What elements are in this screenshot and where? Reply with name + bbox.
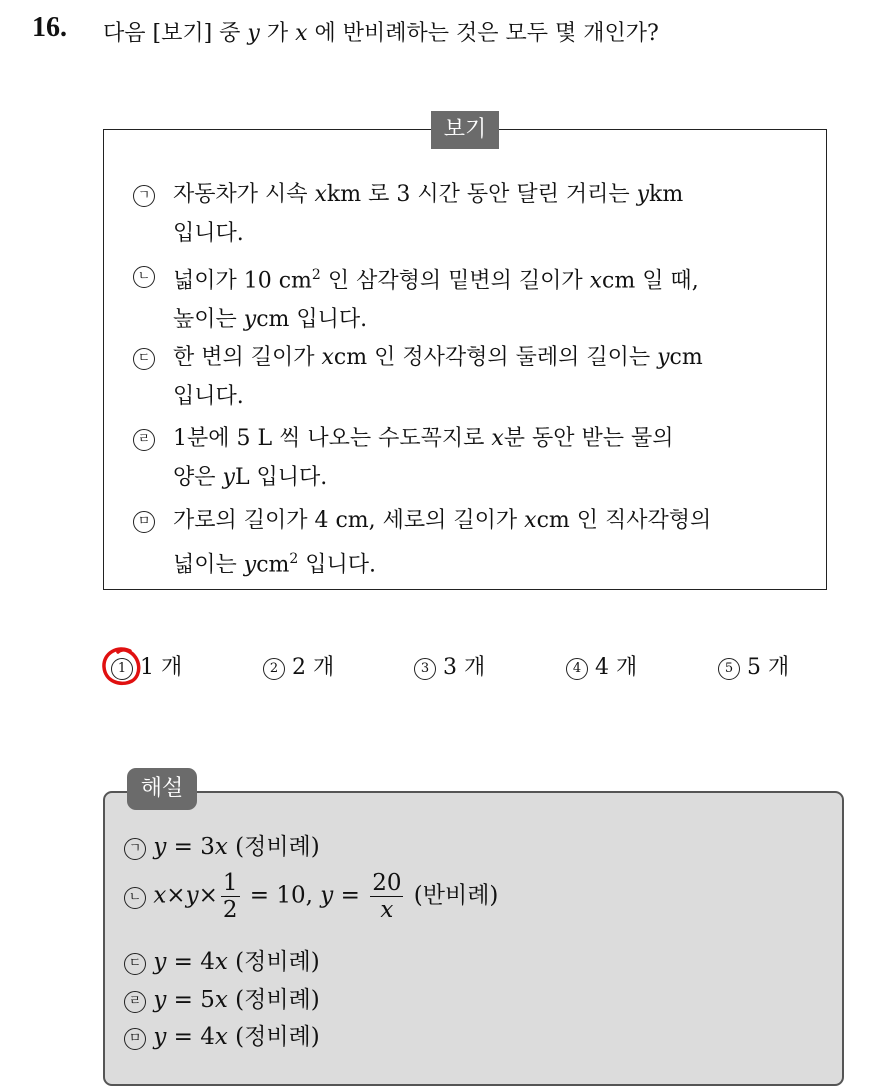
- choice-4[interactable]: 4 4 개: [566, 650, 637, 681]
- choice-5[interactable]: 5 5 개: [718, 650, 789, 681]
- circled-mark: ㄹ: [124, 991, 146, 1013]
- question-number: 16.: [32, 12, 67, 43]
- choice-3[interactable]: 3 3 개: [414, 650, 485, 681]
- choice-number: 4: [566, 658, 588, 680]
- circled-mark: ㄱ: [133, 185, 155, 207]
- question-text: 다음 [보기] 중 y 가 x 에 반비례하는 것은 모두 몇 개인가?: [103, 21, 659, 46]
- circled-mark: ㅁ: [133, 511, 155, 533]
- choice-number: 1: [111, 658, 133, 680]
- choice-1[interactable]: 1 1 개: [111, 650, 182, 681]
- solution-line-3: ㄷ y = 4x (정비례): [124, 943, 320, 976]
- solution-line-5: ㅁ y = 4x (정비례): [124, 1018, 320, 1051]
- solution-line-4: ㄹ y = 5x (정비례): [124, 981, 320, 1014]
- solution-label: 해설: [127, 768, 197, 810]
- choice-number: 5: [718, 658, 740, 680]
- choice-number: 2: [263, 658, 285, 680]
- solution-line-1: ㄱ y = 3x (정비례): [124, 828, 320, 861]
- circled-mark: ㄴ: [133, 266, 155, 288]
- circled-mark: ㄴ: [124, 887, 146, 909]
- circled-mark: ㅁ: [124, 1028, 146, 1050]
- circled-mark: ㄷ: [124, 953, 146, 975]
- circled-mark: ㄷ: [133, 348, 155, 370]
- solution-line-2: ㄴ x×y× $\frac{1}{2}$ = 10, y = $\frac{20}{x}$ (반비례): [124, 870, 498, 923]
- circled-mark: ㄱ: [124, 838, 146, 860]
- choice-number: 3: [414, 658, 436, 680]
- fraction-one-half: $\frac{1}{2}$: [222, 870, 238, 923]
- bogi-label: 보기: [431, 111, 499, 149]
- choice-2[interactable]: 2 2 개: [263, 650, 334, 681]
- fraction-twenty-over-x: $\frac{20}{x}$: [372, 870, 402, 923]
- circled-mark: ㄹ: [133, 429, 155, 451]
